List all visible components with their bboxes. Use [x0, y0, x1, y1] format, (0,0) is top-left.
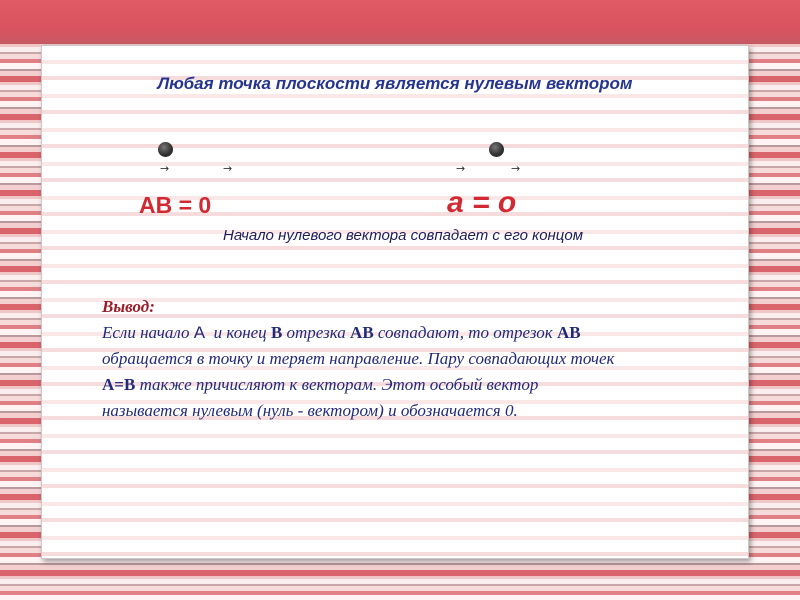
vector-arrow-icon: → [511, 162, 521, 175]
segment-ab: АВ [350, 323, 374, 342]
text-segment: также причисляют к векторам. Этот особый вектор [135, 375, 539, 394]
conclusion-line-3 [102, 372, 702, 398]
equation-a-zero: а = о [447, 186, 517, 219]
slide-heading: Любая точка плоскости является нулевым вектором [157, 74, 633, 93]
equation-ab-zero: АВ = 0 [139, 192, 212, 218]
conclusion-block [102, 294, 702, 424]
conclusion-line-4: называется нулевым (нуль - вектором) и обозначается 0. [102, 401, 518, 420]
text-segment: совпадают, то отрезок [373, 323, 557, 342]
background-top-band [0, 0, 800, 44]
conclusion-line-2: обращается в точку и теряет направление. Пару совпадающих точек [102, 349, 615, 368]
subtitle-text: Начало нулевого вектора совпадает с его концом [222, 227, 584, 244]
text-segment: Если начало [102, 323, 194, 342]
equality-a-b: А=В [102, 375, 136, 394]
vector-arrow-icon: → [160, 162, 170, 175]
vector-arrow-icon: → [456, 162, 466, 175]
letter-b: В [270, 323, 283, 342]
vector-arrow-icon: → [223, 162, 233, 175]
conclusion-line-1 [102, 320, 702, 346]
letter-a: А [193, 323, 206, 342]
point-right-dot [489, 142, 504, 157]
text-segment: и конец [205, 323, 271, 342]
point-left-dot [158, 142, 173, 157]
text-segment: отрезка [282, 323, 351, 342]
segment-ab: АВ [556, 323, 581, 342]
slide-panel [41, 45, 749, 559]
conclusion-title: Вывод: [102, 297, 155, 316]
